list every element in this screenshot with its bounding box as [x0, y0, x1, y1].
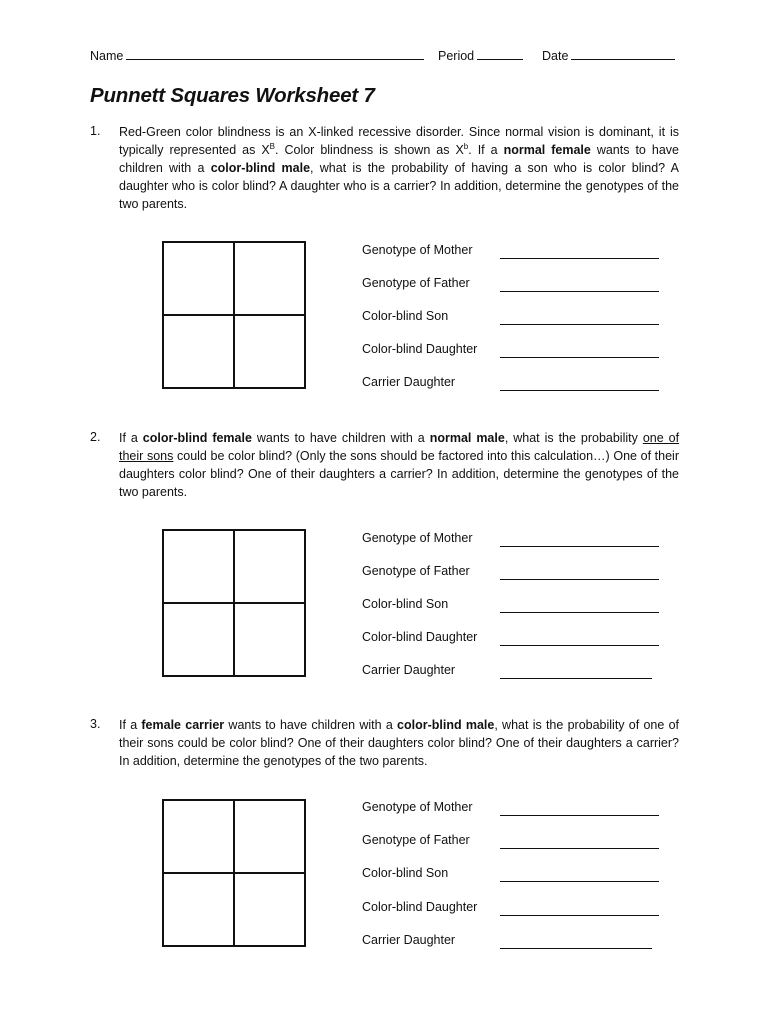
- punnett-cell[interactable]: [234, 603, 305, 676]
- question-2-text: If a color-blind female wants to have children with a normal male, what is the probability one of their sons could be color blind? (Only the sons should be factored into this calculation…) One of their daughters color blind? One of their daughters a carrier? In addition, determine the genotypes of the two parents.: [119, 431, 680, 499]
- q1-carrier-blank[interactable]: [500, 390, 659, 391]
- q3-mother-label: Genotype of Mother: [362, 800, 473, 814]
- name-blank[interactable]: [126, 47, 424, 60]
- q2-son-label: Color-blind Son: [362, 597, 449, 611]
- punnett-cell[interactable]: [234, 242, 305, 315]
- punnett-cell[interactable]: [234, 800, 305, 873]
- q3-mother-blank[interactable]: [500, 815, 659, 816]
- q2-daughter-blank[interactable]: [500, 645, 659, 646]
- punnett-cell[interactable]: [234, 530, 305, 603]
- q3-father-blank[interactable]: [500, 848, 659, 849]
- q1-father-label: Genotype of Father: [362, 276, 470, 290]
- punnett-cell[interactable]: [234, 873, 305, 946]
- date-field[interactable]: [542, 47, 675, 63]
- q3-carrier-label: Carrier Daughter: [362, 933, 456, 947]
- q2-daughter-label: Color-blind Daughter: [362, 630, 478, 644]
- punnett-cell[interactable]: [163, 242, 234, 315]
- q3-father-label: Genotype of Father: [362, 833, 470, 847]
- punnett-square-3[interactable]: [162, 799, 306, 947]
- q1-son-blank[interactable]: [500, 324, 659, 325]
- q1-mother-label: Genotype of Mother: [362, 243, 473, 257]
- punnett-cell[interactable]: [163, 873, 234, 946]
- q1-father-blank[interactable]: [500, 291, 659, 292]
- q2-son-blank[interactable]: [500, 612, 659, 613]
- q3-carrier-blank[interactable]: [500, 948, 652, 949]
- date-blank[interactable]: [571, 47, 675, 60]
- q2-mother-blank[interactable]: [500, 546, 659, 547]
- period-label: Period: [438, 49, 475, 63]
- q1-daughter-label: Color-blind Daughter: [362, 342, 478, 356]
- q2-mother-label: Genotype of Mother: [362, 531, 473, 545]
- q2-father-blank[interactable]: [500, 579, 659, 580]
- punnett-cell[interactable]: [234, 315, 305, 388]
- punnett-cell[interactable]: [163, 603, 234, 676]
- q1-carrier-label: Carrier Daughter: [362, 375, 456, 389]
- question-1-number: 1.: [90, 124, 101, 138]
- name-label: Name: [90, 49, 124, 63]
- q3-daughter-label: Color-blind Daughter: [362, 900, 478, 914]
- q2-father-label: Genotype of Father: [362, 564, 470, 578]
- period-field[interactable]: [438, 47, 523, 63]
- q1-daughter-blank[interactable]: [500, 357, 659, 358]
- punnett-cell[interactable]: [163, 800, 234, 873]
- question-1-text: Red-Green color blindness is an X-linked recessive disorder. Since normal vision is dominant, it is typically represented as $X^B$. Color blindness is shown as $X^b$. If a normal female wants to have children with a color-blind male, what is the probability of having a son who is color blind? A daughter who is color blind? A daughter who is a carrier? In addition, determine the genotypes of the two parents.: [119, 125, 679, 211]
- date-label: Date: [542, 49, 569, 63]
- punnett-square-1[interactable]: [162, 241, 306, 389]
- q1-son-label: Color-blind Son: [362, 309, 449, 323]
- name-field[interactable]: [90, 47, 424, 63]
- question-3-number: 3.: [90, 717, 101, 731]
- question-2-number: 2.: [90, 430, 101, 444]
- q3-son-blank[interactable]: [500, 881, 659, 882]
- q2-carrier-blank[interactable]: [500, 678, 652, 679]
- question-3-text: If a female carrier wants to have children with a color-blind male, what is the probability of one of their sons could be color blind? One of their daughters color blind? One of their daughters a carrier? In addition, determine the genotypes of the two parents.: [119, 718, 679, 768]
- q3-daughter-blank[interactable]: [500, 915, 659, 916]
- punnett-cell[interactable]: [163, 530, 234, 603]
- punnett-cell[interactable]: [163, 315, 234, 388]
- q3-son-label: Color-blind Son: [362, 866, 449, 880]
- period-blank[interactable]: [477, 47, 523, 60]
- page-title: Punnett Squares Worksheet 7: [90, 84, 375, 107]
- q1-mother-blank[interactable]: [500, 258, 659, 259]
- q2-carrier-label: Carrier Daughter: [362, 663, 456, 677]
- punnett-square-2[interactable]: [162, 529, 306, 677]
